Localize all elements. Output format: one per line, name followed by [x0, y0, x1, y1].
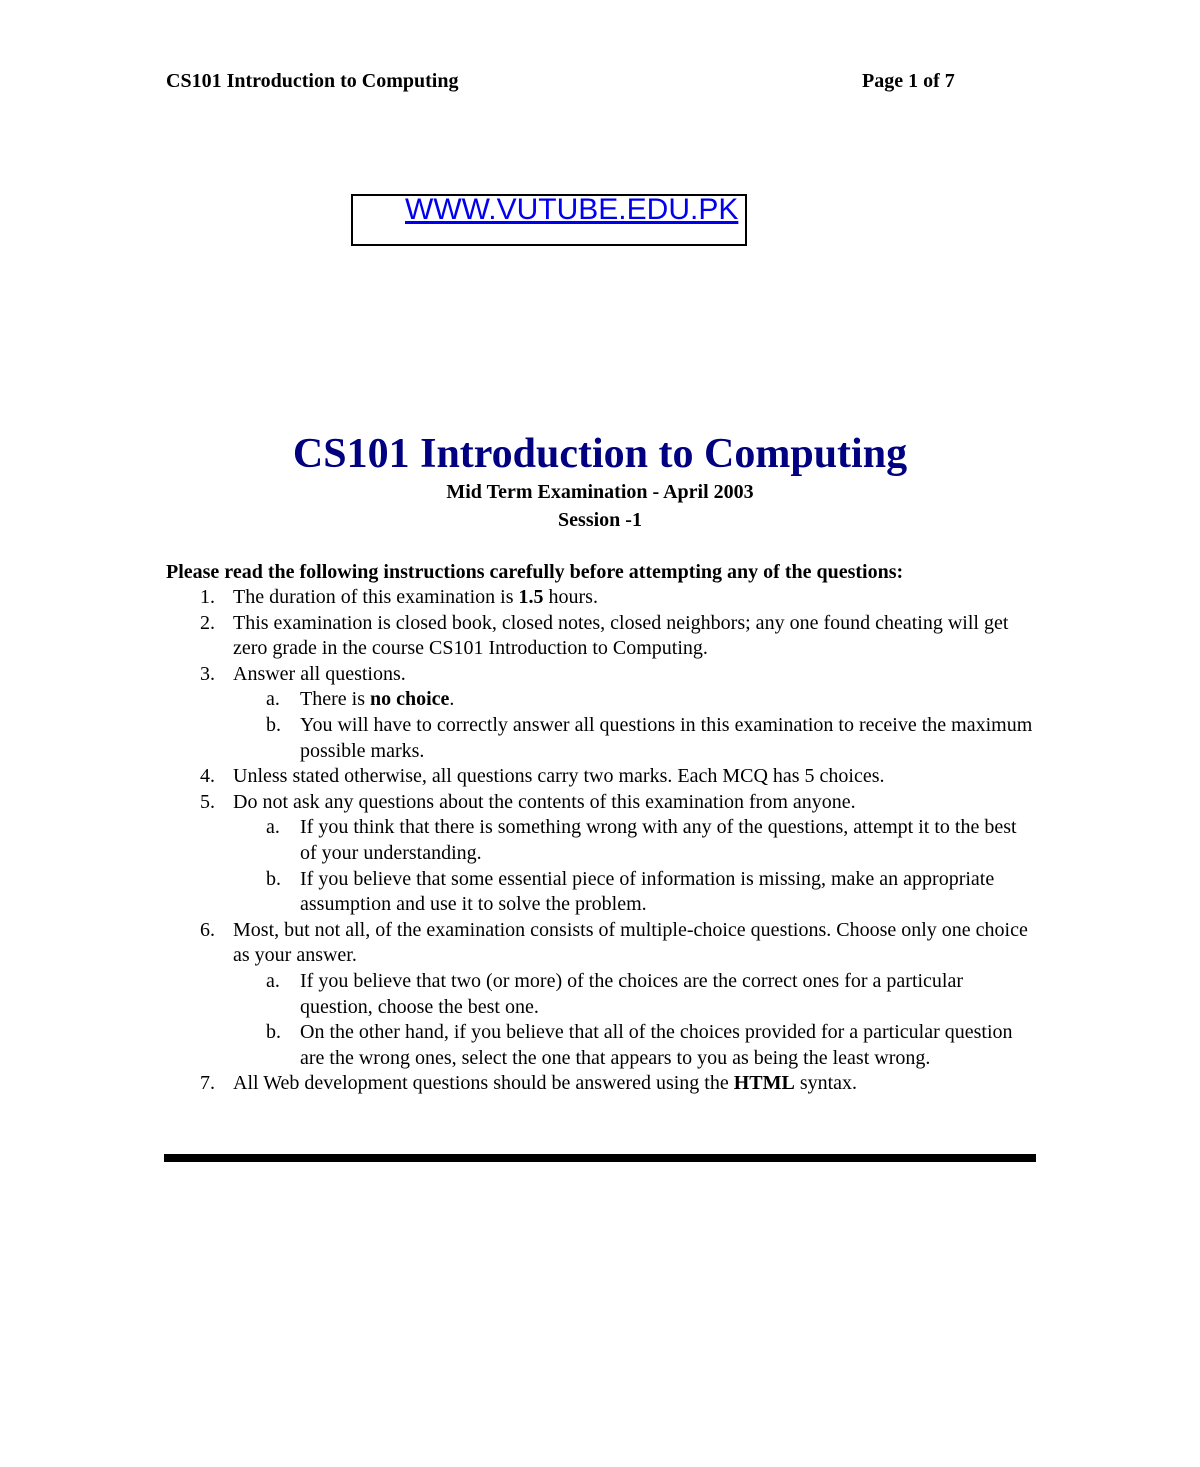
- instruction-subitem: [166, 815, 1036, 866]
- item-text: Answer all questions.: [233, 662, 406, 685]
- item-text: If you believe that two (or more) of the choices are the correct ones for a particular question, choose the best one.: [300, 969, 964, 1018]
- item-text: Unless stated otherwise, all questions carry two marks. Each MCQ has 5 choices.: [233, 765, 885, 788]
- exam-session: Session -1: [558, 509, 642, 531]
- item-number: b.: [266, 1021, 281, 1044]
- document-title: CS101 Introduction to Computing: [292, 431, 908, 477]
- instruction-item: [166, 611, 1036, 662]
- instruction-subitem: [166, 867, 1036, 918]
- instruction-item: [166, 662, 1036, 688]
- item-text: Most, but not all, of the examination consists of multiple-choice questions. Choose only one choice as your answer.: [233, 918, 1028, 967]
- item-number: 6.: [200, 918, 215, 941]
- instructions-intro: Please read the following instructions carefully before attempting any of the questions:: [166, 561, 904, 583]
- item-number: 3.: [200, 662, 215, 685]
- item-text: If you believe that some essential piece of information is missing, make an appropriate assumption and use it to solve the problem.: [300, 867, 995, 916]
- item-number: a.: [266, 688, 280, 711]
- instruction-subitem: [166, 713, 1036, 764]
- item-text: All Web development questions should be answered using the: [233, 1072, 734, 1095]
- item-text: Do not ask any questions about the contents of this examination from anyone.: [233, 790, 856, 813]
- item-text: This examination is closed book, closed notes, closed neighbors; any one found cheating will get zero grade in the course CS101 Introduction to Computing.: [233, 611, 1009, 660]
- page-header-page-number: Page 1 of 7: [862, 70, 955, 92]
- instruction-item: [166, 764, 1036, 790]
- item-text: If you think that there is something wrong with any of the questions, attempt it to the best of your understanding.: [300, 816, 1017, 864]
- item-number: 4.: [200, 765, 215, 788]
- page-header-course: CS101 Introduction to Computing: [166, 70, 459, 92]
- item-bold-text: 1.5: [518, 586, 544, 608]
- item-number: 5.: [200, 790, 215, 813]
- instruction-subitem: [166, 969, 1036, 1020]
- item-text: .: [449, 688, 455, 711]
- instruction-item: [166, 1071, 1036, 1097]
- item-number: a.: [266, 969, 280, 992]
- item-text: There is: [300, 688, 370, 711]
- item-number: 2.: [200, 611, 215, 634]
- item-number: 1.: [200, 586, 215, 608]
- horizontal-rule: [164, 1154, 1036, 1162]
- item-text: syntax.: [794, 1072, 858, 1095]
- item-number: 7.: [200, 1072, 215, 1095]
- item-number: b.: [266, 867, 281, 890]
- item-number: b.: [266, 713, 281, 736]
- instruction-subitem: [166, 687, 1036, 713]
- exam-subtitle: Mid Term Examination - April 2003: [446, 481, 754, 503]
- item-bold-text: no choice: [369, 688, 450, 711]
- item-bold-text: HTML: [733, 1072, 795, 1095]
- instruction-item: [166, 918, 1036, 969]
- instruction-item: [166, 790, 1036, 816]
- item-text: On the other hand, if you believe that all of the choices provided for a particular question are the wrong ones, select the one that appears to you as being the least wrong.: [300, 1021, 1013, 1069]
- item-text: You will have to correctly answer all questions in this examination to receive the maximum possible marks.: [300, 713, 1033, 762]
- item-text: The duration of this examination is: [233, 586, 519, 608]
- instruction-subitem: [166, 1020, 1036, 1071]
- instruction-item: [166, 585, 1036, 611]
- item-number: a.: [266, 816, 280, 839]
- website-link[interactable]: WWW.VUTUBE.EDU.PK: [405, 193, 739, 226]
- instructions-list: [166, 585, 1036, 1097]
- item-text: hours.: [543, 586, 598, 608]
